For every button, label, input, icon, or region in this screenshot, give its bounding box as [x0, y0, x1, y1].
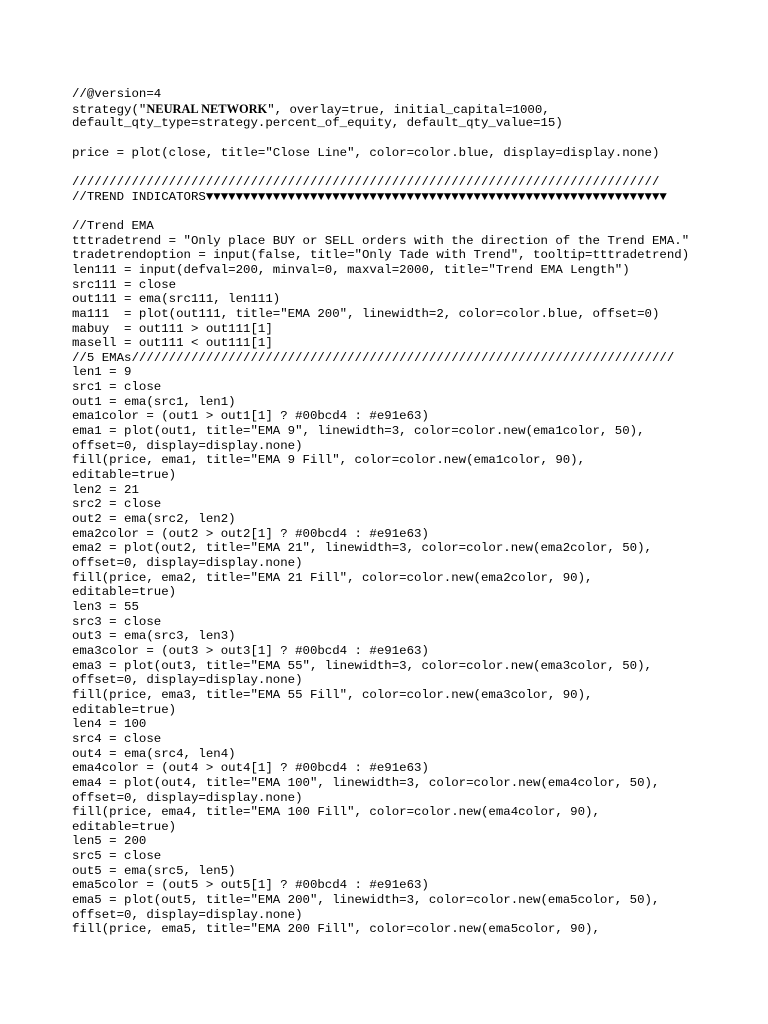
code-line: ema4 = plot(out4, title="EMA 100", linewidth=3, color=color.new(ema4color, 50), [72, 775, 660, 790]
code-line: editable=true) [72, 702, 177, 717]
code-line: len111 = input(defval=200, minval=0, maxval=2000, title="Trend EMA Length") [72, 262, 630, 277]
code-line: editable=true) [72, 585, 177, 600]
code-line: price = plot(close, title="Close Line", color=color.blue, display=display.none) [72, 145, 660, 160]
code-line: out2 = ema(src2, len2) [72, 512, 236, 527]
code-line: /////////////////////////////////////////////////////////////////////////////// [72, 174, 660, 189]
code-line: ema3color = (out3 > out3[1] ? #00bcd4 : #e91e63) [72, 643, 429, 658]
code-line: //TREND INDICATORS▼▼▼▼▼▼▼▼▼▼▼▼▼▼▼▼▼▼▼▼▼▼▼▼▼▼▼▼▼▼▼▼▼▼▼▼▼▼▼▼▼▼▼▼▼▼▼▼▼▼▼▼▼▼▼▼▼▼▼▼▼▼ [72, 189, 667, 204]
code-line: ema2color = (out2 > out2[1] ? #00bcd4 : #e91e63) [72, 526, 429, 541]
code-line: tradetrendoption = input(false, title="Only Tade with Trend", tooltip=tttradetrend) [72, 248, 690, 263]
code-line: offset=0, display=display.none) [72, 790, 303, 805]
code-line: src5 = close [72, 849, 162, 864]
code-line: offset=0, display=display.none) [72, 438, 303, 453]
code-line: fill(price, ema1, title="EMA 9 Fill", color=color.new(ema1color, 90), [72, 453, 586, 468]
code-line: src2 = close [72, 497, 162, 512]
code-line: out3 = ema(src3, len3) [72, 629, 236, 644]
code-line: offset=0, display=display.none) [72, 556, 303, 570]
code-line: out5 = ema(src5, len5) [72, 863, 236, 878]
code-line: len5 = 200 [72, 834, 147, 849]
code-line: ema3 = plot(out3, title="EMA 55", linewidth=3, color=color.new(ema3color, 50), [72, 658, 652, 673]
code-line: out1 = ema(src1, len1) [72, 394, 236, 409]
code-line: src4 = close [72, 731, 162, 746]
code-line: fill(price, ema5, title="EMA 200 Fill", color=color.new(ema5color, 90), [72, 922, 600, 937]
code-line: ema5color = (out5 > out5[1] ? #00bcd4 : #e91e63) [72, 878, 429, 893]
strategy-name: NEURAL NETWORK [146, 101, 268, 116]
code-line: src1 = close [72, 380, 162, 395]
code-line: len2 = 21 [72, 482, 139, 497]
code-line: ema2 = plot(out2, title="EMA 21", linewidth=3, color=color.new(ema2color, 50), [72, 541, 652, 556]
code-line: offset=0, display=display.none) [72, 907, 303, 922]
code-line: fill(price, ema4, title="EMA 100 Fill", color=color.new(ema4color, 90), [72, 805, 600, 820]
code-line: default_qty_type=strategy.percent_of_equity, default_qty_value=15) [72, 116, 563, 131]
code-line: editable=true) [72, 819, 177, 834]
code-line: out4 = ema(src4, len4) [72, 746, 236, 761]
code-line: offset=0, display=display.none) [72, 673, 303, 688]
code-line: len4 = 100 [72, 717, 147, 732]
code-line: mabuy = out111 > out111[1] [72, 321, 273, 336]
code-line: ema1 = plot(out1, title="EMA 9", linewidth=3, color=color.new(ema1color, 50), [72, 424, 645, 439]
code-block [72, 87, 732, 937]
code-line: len3 = 55 [72, 599, 139, 614]
code-line: src111 = close [72, 277, 177, 292]
code-line: fill(price, ema3, title="EMA 55 Fill", color=color.new(ema3color, 90), [72, 687, 593, 702]
code-line [72, 204, 732, 219]
code-line: //Trend EMA [72, 218, 154, 233]
code-line: ema4color = (out4 > out4[1] ? #00bcd4 : #e91e63) [72, 761, 429, 776]
code-line: ma111 = plot(out111, title="EMA 200", linewidth=2, color=color.blue, offset=0) [72, 306, 660, 321]
code-line: out111 = ema(src111, len111) [72, 292, 281, 307]
strategy-line [72, 102, 732, 117]
code-line: tttradetrend = "Only place BUY or SELL orders with the direction of the Trend EMA." [72, 233, 690, 248]
strategy-prefix: strategy(" [72, 102, 147, 117]
code-line [72, 160, 732, 175]
code-line: ema5 = plot(out5, title="EMA 200", linewidth=3, color=color.new(ema5color, 50), [72, 893, 660, 908]
code-line: masell = out111 < out111[1] [72, 336, 273, 351]
code-line [72, 131, 732, 146]
strategy-suffix: ", overlay=true, initial_capital=1000, [267, 102, 550, 117]
code-line: fill(price, ema2, title="EMA 21 Fill", color=color.new(ema2color, 90), [72, 570, 593, 585]
code-line: src3 = close [72, 614, 162, 629]
code-line: editable=true) [72, 468, 177, 483]
code-line: len1 = 9 [72, 365, 132, 380]
code-line: //@version=4 [72, 87, 162, 101]
code-line: ema1color = (out1 > out1[1] ? #00bcd4 : #e91e63) [72, 409, 429, 424]
code-line: //5 EMAs///////////////////////////////////////////////////////////////////////// [72, 350, 675, 365]
